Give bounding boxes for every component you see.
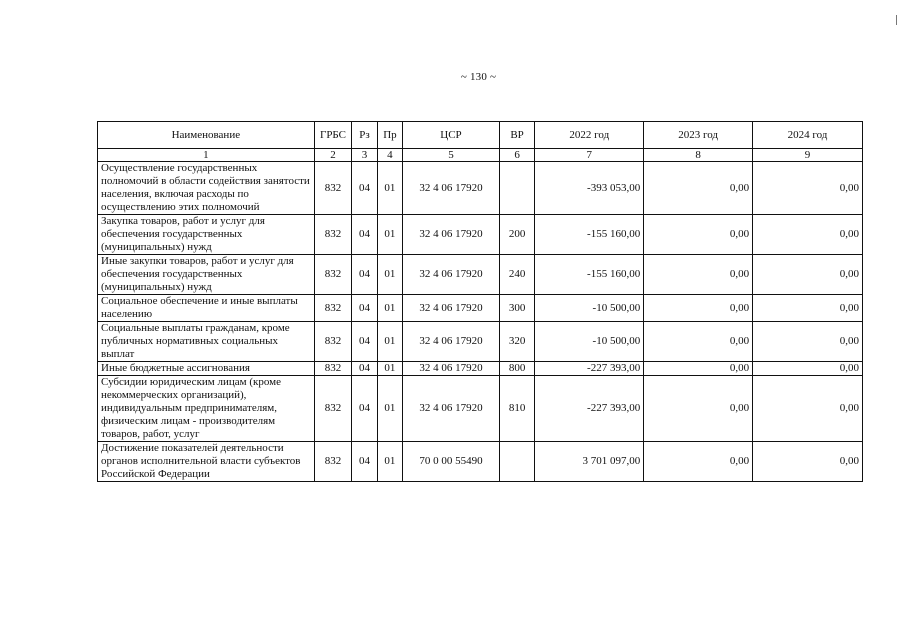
row-rz: 04 xyxy=(352,442,377,482)
row-rz: 04 xyxy=(352,322,377,362)
header-cell: Пр xyxy=(377,122,402,149)
row-amount-2023: 0,00 xyxy=(644,162,753,215)
row-vr: 800 xyxy=(499,362,535,376)
budget-table xyxy=(97,121,863,482)
row-amount-2022: -155 160,00 xyxy=(535,255,644,295)
row-amount-2024: 0,00 xyxy=(753,295,863,322)
edge-mark xyxy=(896,15,897,25)
row-amount-2023: 0,00 xyxy=(644,442,753,482)
row-name: Иные закупки товаров, работ и услуг для обеспечения государственных (муниципальных) нужд xyxy=(98,255,315,295)
row-grbs: 832 xyxy=(314,162,352,215)
row-grbs: 832 xyxy=(314,442,352,482)
row-rz: 04 xyxy=(352,376,377,442)
row-rz: 04 xyxy=(352,215,377,255)
row-amount-2022: -10 500,00 xyxy=(535,295,644,322)
row-amount-2022: -393 053,00 xyxy=(535,162,644,215)
row-amount-2023: 0,00 xyxy=(644,295,753,322)
table-row xyxy=(98,376,863,442)
row-grbs: 832 xyxy=(314,295,352,322)
column-number: 4 xyxy=(377,149,402,162)
row-amount-2023: 0,00 xyxy=(644,322,753,362)
row-name: Закупка товаров, работ и услуг для обеспечения государственных (муниципальных) нужд xyxy=(98,215,315,255)
row-amount-2022: -10 500,00 xyxy=(535,322,644,362)
column-number: 3 xyxy=(352,149,377,162)
row-amount-2023: 0,00 xyxy=(644,376,753,442)
row-pr: 01 xyxy=(377,295,402,322)
row-pr: 01 xyxy=(377,376,402,442)
row-amount-2022: -227 393,00 xyxy=(535,362,644,376)
row-rz: 04 xyxy=(352,255,377,295)
row-csr: 32 4 06 17920 xyxy=(403,376,500,442)
row-name: Социальные выплаты гражданам, кроме публичных нормативных социальных выплат xyxy=(98,322,315,362)
row-csr: 32 4 06 17920 xyxy=(403,255,500,295)
row-amount-2024: 0,00 xyxy=(753,162,863,215)
row-pr: 01 xyxy=(377,442,402,482)
row-csr: 32 4 06 17920 xyxy=(403,362,500,376)
row-amount-2024: 0,00 xyxy=(753,376,863,442)
row-grbs: 832 xyxy=(314,215,352,255)
row-amount-2023: 0,00 xyxy=(644,215,753,255)
row-csr: 70 0 00 55490 xyxy=(403,442,500,482)
column-number: 5 xyxy=(403,149,500,162)
row-rz: 04 xyxy=(352,362,377,376)
row-vr: 300 xyxy=(499,295,535,322)
row-amount-2024: 0,00 xyxy=(753,362,863,376)
row-grbs: 832 xyxy=(314,255,352,295)
header-cell: 2024 год xyxy=(753,122,863,149)
row-name: Достижение показателей деятельности органов исполнительной власти субъектов Российской Федерации xyxy=(98,442,315,482)
row-amount-2024: 0,00 xyxy=(753,215,863,255)
row-amount-2023: 0,00 xyxy=(644,362,753,376)
header-cell: 2023 год xyxy=(644,122,753,149)
row-amount-2024: 0,00 xyxy=(753,255,863,295)
header-row xyxy=(98,122,863,149)
row-vr: 810 xyxy=(499,376,535,442)
row-name: Субсидии юридическим лицам (кроме некоммерческих организаций), индивидуальным предпринимателям, физическим лицам - производителям товаров, работ, услуг xyxy=(98,376,315,442)
row-pr: 01 xyxy=(377,215,402,255)
table-row xyxy=(98,162,863,215)
row-vr: 200 xyxy=(499,215,535,255)
row-pr: 01 xyxy=(377,162,402,215)
column-number-row xyxy=(98,149,863,162)
row-name: Осуществление государственных полномочий в области содействия занятости населения, включая расходы по осуществлению этих полномочий xyxy=(98,162,315,215)
row-csr: 32 4 06 17920 xyxy=(403,322,500,362)
header-cell: Наименование xyxy=(98,122,315,149)
header-cell: ВР xyxy=(499,122,535,149)
column-number: 2 xyxy=(314,149,352,162)
row-rz: 04 xyxy=(352,162,377,215)
row-vr: 240 xyxy=(499,255,535,295)
table-row xyxy=(98,322,863,362)
row-amount-2022: -155 160,00 xyxy=(535,215,644,255)
row-amount-2022: 3 701 097,00 xyxy=(535,442,644,482)
column-number: 8 xyxy=(644,149,753,162)
column-number: 7 xyxy=(535,149,644,162)
row-csr: 32 4 06 17920 xyxy=(403,162,500,215)
row-vr xyxy=(499,162,535,215)
row-amount-2023: 0,00 xyxy=(644,255,753,295)
header-cell: Рз xyxy=(352,122,377,149)
row-csr: 32 4 06 17920 xyxy=(403,215,500,255)
page-number: ~ 130 ~ xyxy=(460,71,497,83)
column-number: 1 xyxy=(98,149,315,162)
row-name: Социальное обеспечение и иные выплаты населению xyxy=(98,295,315,322)
header-cell: 2022 год xyxy=(535,122,644,149)
column-number: 6 xyxy=(499,149,535,162)
header-cell: ГРБС xyxy=(314,122,352,149)
row-pr: 01 xyxy=(377,255,402,295)
table-row xyxy=(98,362,863,376)
row-grbs: 832 xyxy=(314,322,352,362)
row-pr: 01 xyxy=(377,362,402,376)
row-amount-2024: 0,00 xyxy=(753,322,863,362)
column-number: 9 xyxy=(753,149,863,162)
row-pr: 01 xyxy=(377,322,402,362)
table-row xyxy=(98,215,863,255)
table-row xyxy=(98,295,863,322)
row-name: Иные бюджетные ассигнования xyxy=(98,362,315,376)
row-amount-2024: 0,00 xyxy=(753,442,863,482)
row-rz: 04 xyxy=(352,295,377,322)
row-grbs: 832 xyxy=(314,362,352,376)
table-row xyxy=(98,442,863,482)
row-grbs: 832 xyxy=(314,376,352,442)
row-amount-2022: -227 393,00 xyxy=(535,376,644,442)
table-row xyxy=(98,255,863,295)
row-vr xyxy=(499,442,535,482)
header-cell: ЦСР xyxy=(403,122,500,149)
row-csr: 32 4 06 17920 xyxy=(403,295,500,322)
row-vr: 320 xyxy=(499,322,535,362)
